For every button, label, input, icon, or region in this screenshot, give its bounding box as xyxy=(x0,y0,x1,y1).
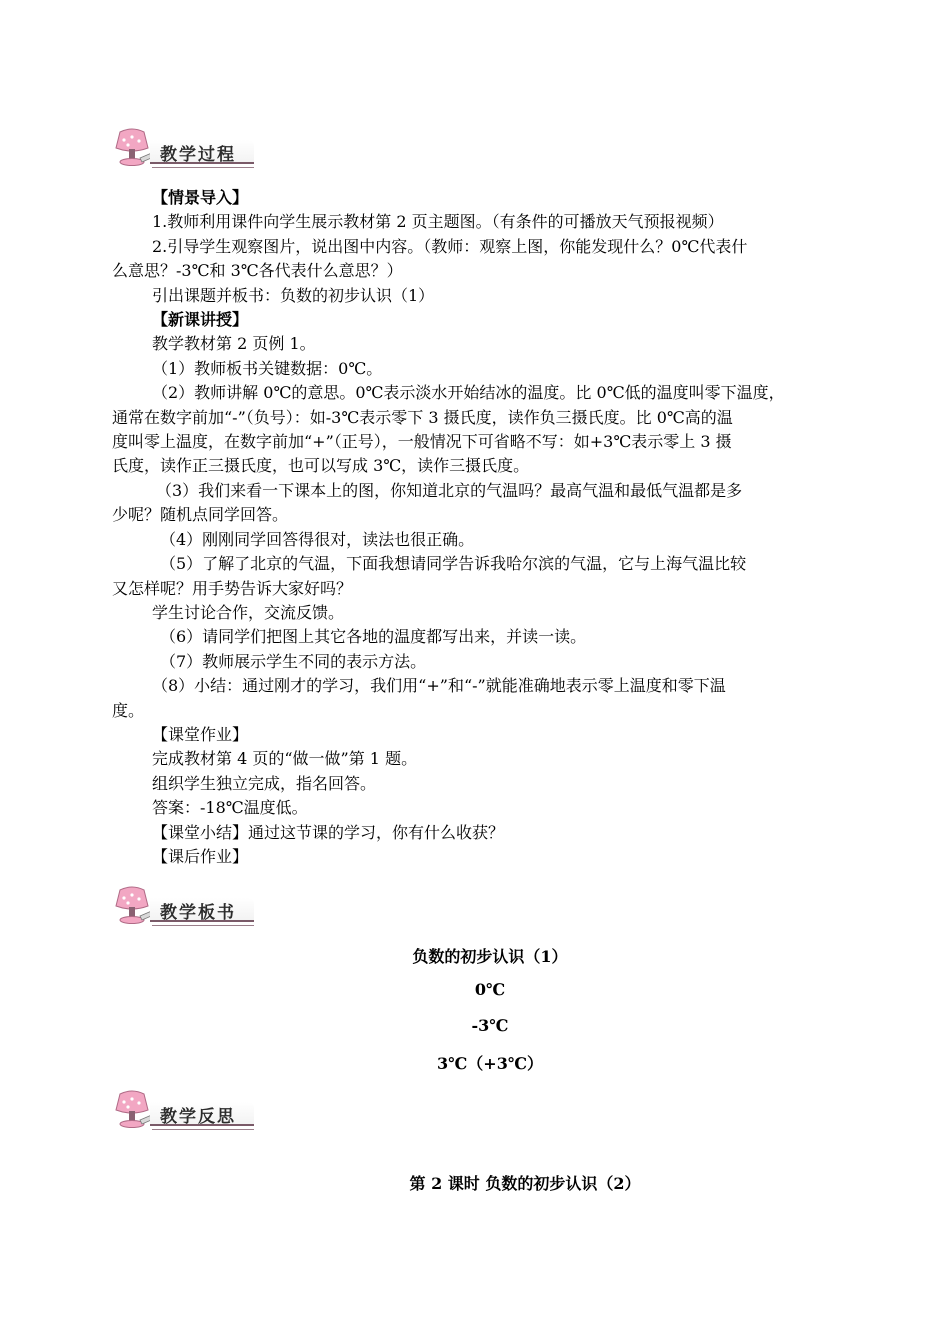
paragraph: 完成教材第 4 页的“做一做”第 1 题。 xyxy=(152,749,418,769)
paragraph: 氏度，读作正三摄氏度，也可以写成 3℃，读作三摄氏度。 xyxy=(112,456,530,476)
section-title: 教学反思 xyxy=(160,1107,236,1127)
board-line: 3℃（+3℃） xyxy=(436,1054,544,1073)
after-class-heading: 【课后作业】 xyxy=(152,846,249,866)
next-lesson-title: 第 2 课时 负数的初步认识（2） xyxy=(409,1174,641,1193)
paragraph: 学生讨论合作，交流反馈。 xyxy=(152,602,345,622)
summary-line: 【课堂小结】通过这节课的学习，你有什么收获？ xyxy=(152,822,505,842)
paragraph: 通常在数字前加“-”（负号）：如-3℃表示零下 3 摄氏度，读作负三摄氏度。比 0℃高的温 xyxy=(112,407,733,427)
paragraph: （2）教师讲解 0℃的意思。0℃表示淡水开始结冰的温度。比 0℃低的温度叫零下温度， xyxy=(152,383,785,403)
paragraph: 答案：-18℃温度低。 xyxy=(152,798,308,818)
paragraph: 2.引导学生观察图片，说出图中内容。（教师：观察上图，你能发现什么？0℃代表什 xyxy=(152,236,748,256)
section-header-board xyxy=(112,886,262,926)
section-header-reflection xyxy=(112,1090,262,1130)
paragraph: 么意思？-3℃和 3℃各代表什么意思？） xyxy=(112,261,403,281)
paragraph: 又怎样呢？用手势告诉大家好吗？ xyxy=(112,578,353,598)
board-line: -3℃ xyxy=(471,1016,509,1035)
paragraph: 度叫零上温度，在数字前加“+”（正号），一般情况下可省略不写：如+3℃表示零上 3 摄 xyxy=(112,432,732,452)
paragraph: （8）小结：通过刚才的学习，我们用“+”和“-”就能准确地表示零上温度和零下温 xyxy=(152,676,726,696)
homework-heading: 【课堂作业】 xyxy=(152,724,249,744)
new-lesson-heading: 【新课讲授】 xyxy=(152,310,249,330)
paragraph: 1.教师利用课件向学生展示教材第 2 页主题图。（有条件的可播放天气预报视频） xyxy=(152,212,724,232)
board-line: 0℃ xyxy=(474,980,506,999)
section-header-process xyxy=(112,128,262,168)
paragraph: （1）教师板书关键数据：0℃。 xyxy=(152,358,383,378)
paragraph: （3）我们来看一下课本上的图，你知道北京的气温吗？最高气温和最低气温都是多 xyxy=(156,480,743,500)
scene-heading: 【情景导入】 xyxy=(152,188,249,207)
paragraph: 少呢？随机点同学回答。 xyxy=(112,505,289,525)
process-section xyxy=(112,186,838,869)
paragraph: 组织学生独立完成，指名回答。 xyxy=(152,773,377,793)
paragraph: （4）刚刚同学回答得很对，读法也很正确。 xyxy=(160,529,475,549)
board-title: 负数的初步认识（1） xyxy=(412,947,568,966)
paragraph: （5）了解了北京的气温，下面我想请同学告诉我哈尔滨的气温，它与上海气温比较 xyxy=(160,554,747,574)
paragraph: （6）请同学们把图上其它各地的温度都写出来，并读一读。 xyxy=(160,627,587,647)
paragraph: （7）教师展示学生不同的表示方法。 xyxy=(160,651,427,671)
paragraph: 度。 xyxy=(112,700,145,720)
section-title: 教学板书 xyxy=(160,903,236,923)
paragraph: 引出课题并板书：负数的初步认识（1） xyxy=(152,285,435,305)
paragraph: 教学教材第 2 页例 1。 xyxy=(152,334,316,354)
section-title: 教学过程 xyxy=(160,145,236,165)
